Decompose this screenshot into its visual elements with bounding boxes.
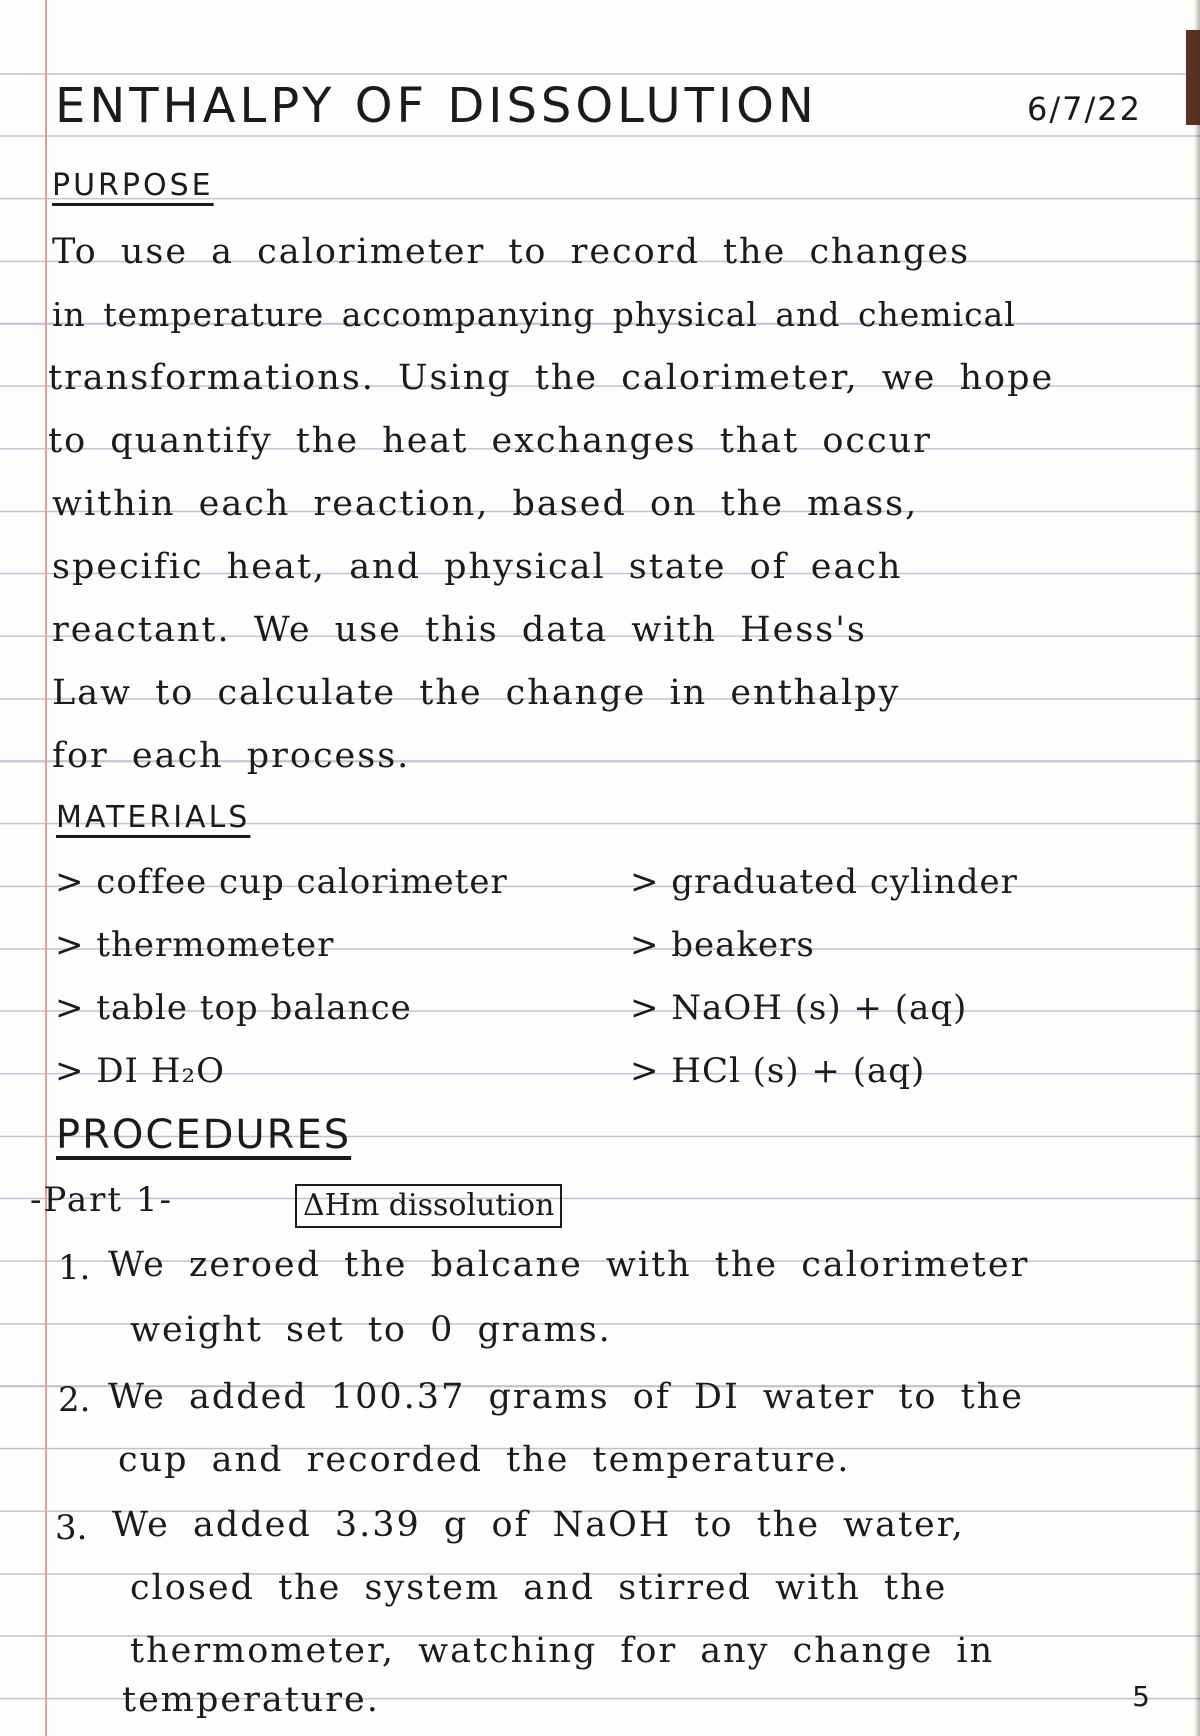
- step-line: thermometer, watching for any change in: [130, 1631, 995, 1671]
- material-item: > beakers: [630, 925, 815, 965]
- purpose-line: reactant. We use this data with Hess's: [52, 610, 867, 650]
- part-title-box: ΔHm dissolution: [295, 1184, 562, 1228]
- purpose-line: To use a calorimeter to record the changes: [52, 232, 971, 272]
- step-number: 1.: [58, 1248, 91, 1288]
- page-number: 5: [1132, 1680, 1150, 1713]
- material-item: > coffee cup calorimeter: [55, 862, 508, 902]
- purpose-line: to quantify the heat exchanges that occur: [48, 421, 932, 461]
- page-edge: [1194, 0, 1200, 1736]
- purpose-line: transformations. Using the calorimeter, we hope: [48, 358, 1055, 398]
- material-item: > DI H₂O: [55, 1051, 225, 1091]
- date-label: 6/7/22: [1027, 90, 1142, 128]
- part-label: -Part 1-: [30, 1180, 173, 1220]
- margin-line: [45, 0, 47, 1736]
- purpose-line: specific heat, and physical state of each: [52, 547, 903, 587]
- procedures-heading: PROCEDURES: [56, 1112, 352, 1158]
- purpose-line: for each process.: [52, 736, 411, 776]
- material-item: > table top balance: [55, 988, 412, 1028]
- step-line: cup and recorded the temperature.: [118, 1440, 851, 1480]
- material-item: > thermometer: [55, 925, 335, 965]
- purpose-line: Law to calculate the change in enthalpy: [52, 673, 901, 713]
- step-number: 3.: [55, 1508, 88, 1548]
- step-line: We zeroed the balcane with the calorimeter: [108, 1245, 1030, 1285]
- material-item: > graduated cylinder: [630, 862, 1018, 902]
- step-line: temperature.: [122, 1680, 380, 1720]
- purpose-line: in temperature accompanying physical and chemical: [52, 295, 1016, 334]
- material-item: > HCl (s) + (aq): [630, 1051, 926, 1091]
- purpose-line: within each reaction, based on the mass,: [52, 484, 919, 524]
- step-number: 2.: [58, 1380, 91, 1420]
- step-line: We added 100.37 grams of DI water to the: [108, 1377, 1024, 1417]
- material-item: > NaOH (s) + (aq): [630, 988, 968, 1028]
- step-line: closed the system and stirred with the: [130, 1568, 948, 1608]
- materials-heading: MATERIALS: [56, 800, 251, 835]
- step-line: weight set to 0 grams.: [130, 1310, 612, 1350]
- purpose-heading: PURPOSE: [52, 168, 214, 203]
- page-title: ENTHALPY OF DISSOLUTION: [55, 78, 818, 134]
- step-line: We added 3.39 g of NaOH to the water,: [112, 1505, 965, 1545]
